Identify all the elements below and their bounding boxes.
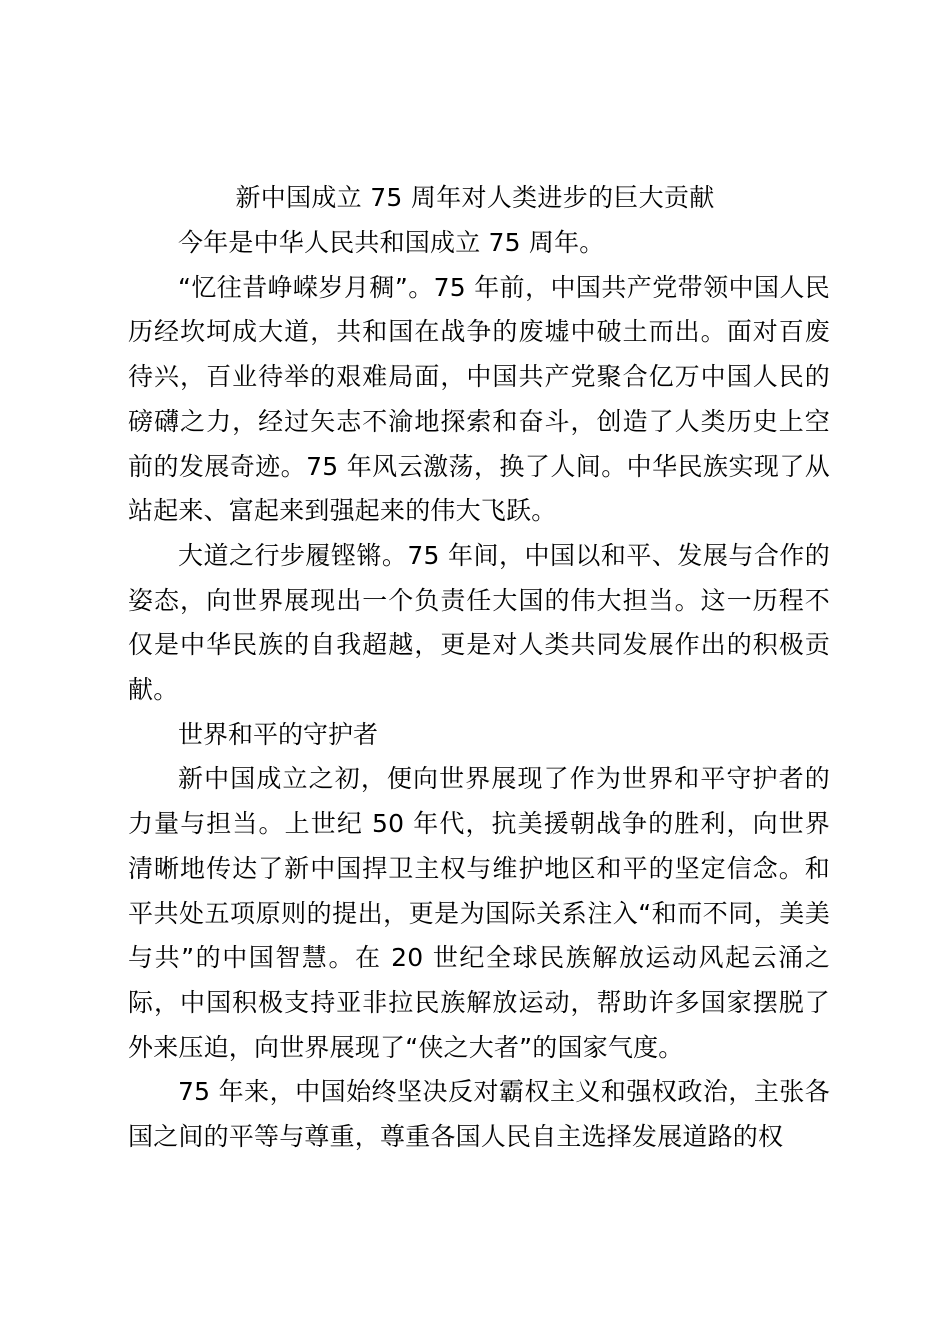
paragraph-anti-hegemony: 75 年来，中国始终坚决反对霸权主义和强权政治，主张各国之间的平等与尊重，尊重各国人民自主选择发展道路的权 — [128, 1077, 830, 1152]
paragraph-peace-guardian: 新中国成立之初，便向世界展现了作为世界和平守护者的力量与担当。上世纪 50 年代，抗美援朝战争的胜利，向世界清晰地传达了新中国捍卫主权与维护地区和平的坚定信念。和平共处五项原则的提出，更是为国际关系注入“和而不同，美美与共”的中国智慧。在 20 世纪全球民族解放运动风起云涌之际，中国积极支持亚非拉民族解放运动，帮助许多国家摆脱了外来压迫，向世界展现了“侠之大者”的国家气度。 — [128, 764, 830, 1062]
paragraph-history: “忆往昔峥嵘岁月稠”。75 年前，中国共产党带领中国人民历经坎坷成大道，共和国在战争的废墟中破土而出。面对百废待兴，百业待举的艰难局面，中国共产党聚合亿万中国人民的磅礴之力，经过矢志不渝地探索和奋斗，创造了人类历史上空前的发展奇迹。75 年风云激荡，换了人间。中华民族实现了从站起来、富起来到强起来的伟大飞跃。 — [128, 272, 830, 526]
paragraph-intro: 今年是中华人民共和国成立 75 周年。 — [178, 228, 605, 257]
document-title: 新中国成立 75 周年对人类进步的巨大贡献 — [235, 183, 715, 212]
paragraph-path: 大道之行步履铿锵。75 年间，中国以和平、发展与合作的姿态，向世界展现出一个负责任大国的伟大担当。这一历程不仅是中华民族的自我超越，更是对人类共同发展作出的积极贡献。 — [128, 540, 830, 705]
document-body — [128, 221, 830, 1160]
section-heading: 世界和平的守护者 — [178, 719, 379, 749]
